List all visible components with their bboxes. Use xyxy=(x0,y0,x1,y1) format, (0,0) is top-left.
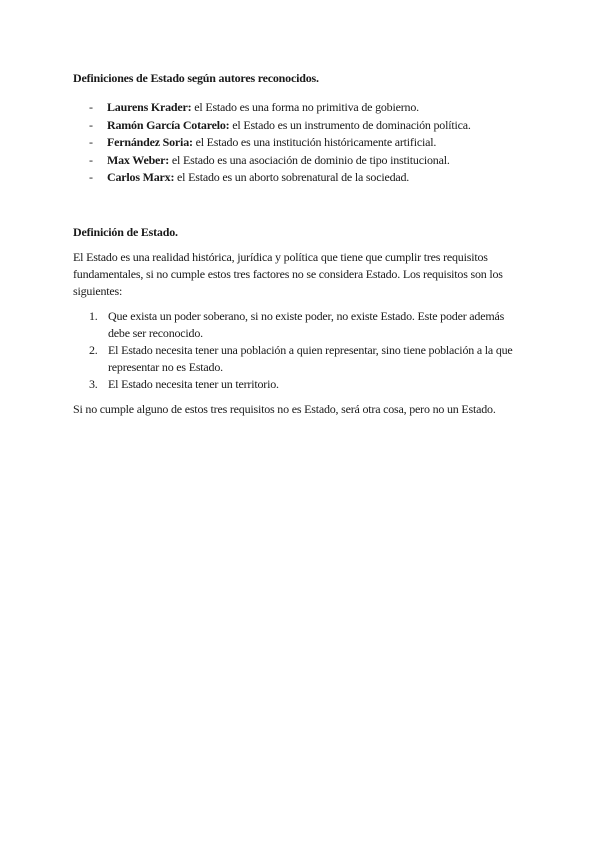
document-content xyxy=(73,70,528,418)
list-number: 3. xyxy=(89,377,98,391)
requirement-text: El Estado necesita tener un territorio. xyxy=(108,377,279,391)
requirement-text: Que exista un poder soberano, si no existe poder, no existe Estado. Este poder además debe ser reconocido. xyxy=(108,309,505,340)
definition-text: el Estado es una forma no primitiva de gobierno. xyxy=(191,100,419,114)
list-number: 2. xyxy=(89,343,98,357)
list-item xyxy=(73,308,528,342)
author-name: Laurens Krader: xyxy=(107,100,192,114)
dash-bullet: - xyxy=(89,170,93,184)
definition-text: el Estado es una asociación de dominio de tipo institucional. xyxy=(169,152,450,167)
list-item xyxy=(73,169,528,185)
intro-paragraph: El Estado es una realidad histórica, jurídica y política que tiene que cumplir tres requisitos fundamentales, si no cumple estos tres factores no se considera Estado. Los requisitos son los siguientes: xyxy=(73,250,503,298)
list-item xyxy=(73,342,528,376)
author-name: Ramón García Cotarelo: xyxy=(107,117,230,132)
dash-bullet: - xyxy=(89,117,93,132)
section-title-authors: Definiciones de Estado según autores reconocidos. xyxy=(73,71,319,85)
list-item xyxy=(73,99,528,115)
list-item xyxy=(73,117,528,133)
list-item xyxy=(73,134,528,150)
author-definitions-list xyxy=(73,99,528,185)
dash-bullet: - xyxy=(89,152,93,167)
dash-bullet: - xyxy=(89,100,93,114)
author-name: Fernández Soria: xyxy=(107,135,193,149)
list-number: 1. xyxy=(89,309,98,323)
definition-text: el Estado es una institución históricamente artificial. xyxy=(192,135,437,149)
section-title-definition: Definición de Estado. xyxy=(73,225,178,239)
requirements-list xyxy=(73,308,528,393)
definition-text: el Estado es un aborto sobrenatural de la sociedad. xyxy=(174,170,410,184)
requirement-text: El Estado necesita tener una población a quien representar, sino tiene población a la que representar no es Estado. xyxy=(108,343,513,374)
list-item xyxy=(73,152,528,168)
closing-paragraph: Si no cumple alguno de estos tres requisitos no es Estado, será otra cosa, pero no un Estado. xyxy=(73,402,496,416)
dash-bullet: - xyxy=(89,135,93,149)
author-name: Carlos Marx: xyxy=(107,170,175,184)
list-item xyxy=(73,376,528,393)
author-name: Max Weber: xyxy=(107,152,170,167)
definition-text: el Estado es un instrumento de dominación política. xyxy=(229,117,471,132)
